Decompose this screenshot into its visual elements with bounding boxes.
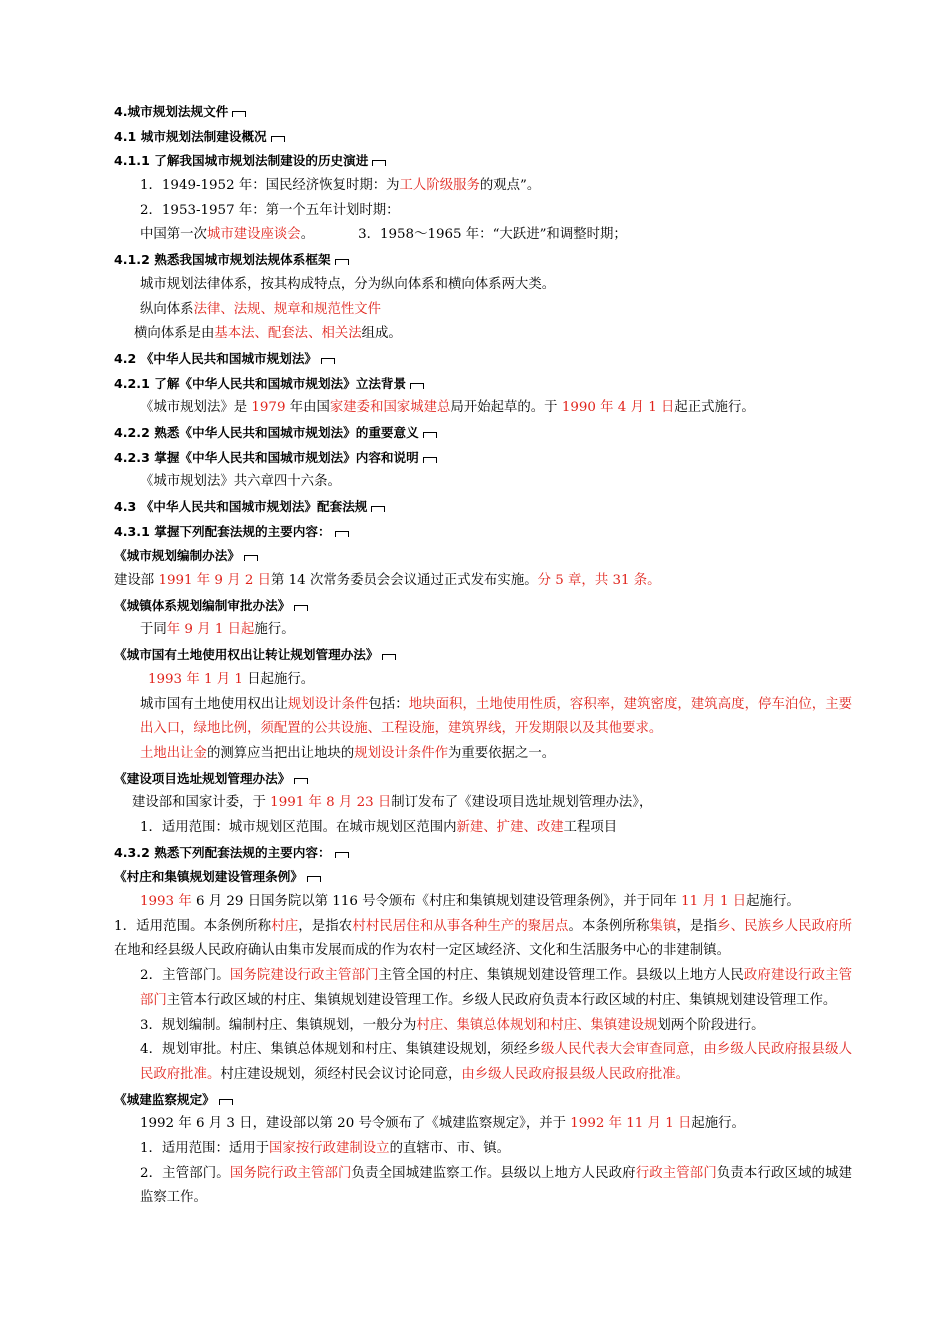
paragraph-mark-icon — [371, 506, 385, 512]
highlighted-text: 村村民居住和从事各种生产的聚居点 — [352, 918, 569, 934]
highlighted-text: 由乡级人民政府报县级人民政府批准。 — [461, 1066, 690, 1082]
text-span: 的观点”。 — [479, 178, 541, 194]
highlighted-text: 工人阶级服务 — [399, 178, 480, 194]
text-span: 2．主管部门。 — [140, 968, 230, 984]
paragraph-line — [114, 1038, 852, 1087]
text-span: 第 14 次常务委员会会议通过正式发布实施。 — [271, 573, 538, 589]
paragraph-line — [114, 816, 852, 841]
paragraph-line — [114, 322, 852, 347]
highlighted-text: 土地出让金 — [140, 745, 207, 761]
text-span: 3．规划编制。编制村庄、集镇规划，一般分为 — [140, 1017, 417, 1033]
paragraph-line — [114, 742, 852, 767]
highlighted-text: 国务院建设行政主管部门 — [229, 968, 379, 984]
text-span: 。 — [300, 227, 315, 243]
highlighted-text: 1990 年 4 月 1 日 — [561, 400, 675, 416]
paragraph-line — [114, 1014, 852, 1039]
section-heading — [114, 347, 852, 372]
text-span: 《城市规划编制办法》 — [114, 548, 240, 564]
text-span: 1992 年 6 月 3 日，建设部以第 20 号令颁布了《城建监察规定》，并于 — [140, 1116, 571, 1132]
section-heading — [114, 1088, 852, 1113]
section-heading — [114, 865, 852, 890]
text-span: 4.2.3 掌握《中华人民共和国城市规划法》内容和说明 — [114, 449, 419, 465]
paragraph-line — [114, 964, 852, 1013]
text-span: 4.2.2 熟悉《中华人民共和国城市规划法》的重要意义 — [114, 424, 419, 440]
highlighted-text: 1993 年 1 月 1 — [148, 671, 243, 687]
paragraph-line — [114, 1137, 852, 1162]
highlighted-text: 11 月 1 日 — [681, 894, 747, 910]
paragraph-mark-icon — [423, 457, 437, 463]
highlighted-text: 行政主管部门 — [635, 1165, 717, 1181]
text-span: 包括： — [368, 696, 409, 712]
paragraph-mark-icon — [410, 383, 424, 389]
text-span: 中国第一次 — [140, 227, 207, 243]
paragraph-mark-icon — [335, 852, 349, 858]
text-span: 城市国有土地使用权出让 — [140, 696, 288, 712]
text-span: 4.2.1 了解《中华人民共和国城市规划法》立法背景 — [114, 375, 407, 391]
highlighted-text: 城市建设座谈会 — [206, 227, 301, 243]
text-span: 4.1.2 熟悉我国城市规划法规体系框架 — [114, 252, 331, 268]
paragraph-mark-icon — [372, 160, 386, 166]
text-span: 2．1953-1957 年：第一个五年计划时期： — [140, 202, 400, 218]
highlighted-text: 国家按行政建制设立 — [269, 1141, 390, 1156]
paragraph-line — [114, 1112, 852, 1137]
paragraph-mark-icon — [321, 358, 335, 364]
paragraph-mark-icon — [335, 531, 349, 537]
section-heading — [114, 100, 852, 125]
text-span: 4.1 城市规划法制建设概况 — [114, 128, 267, 144]
text-span: 2．主管部门。 — [140, 1165, 230, 1181]
paragraph-mark-icon — [271, 136, 285, 142]
highlighted-text: 年 9 月 1 日起 — [166, 622, 255, 638]
text-span: 《建设项目选址规划管理办法》 — [114, 770, 291, 786]
highlighted-text: 乡、民族乡人民政府所 — [717, 918, 853, 934]
section-heading — [114, 767, 852, 792]
text-span: 《村庄和集镇规划建设管理条例》 — [114, 869, 303, 885]
highlighted-text: 新建、扩建、改建 — [456, 819, 564, 835]
section-heading — [114, 446, 852, 471]
paragraph-line — [114, 618, 852, 643]
text-span: ，是指农 — [298, 918, 353, 934]
section-heading — [114, 643, 852, 668]
highlighted-text: 法律、法规、规章和规范性文件 — [193, 301, 382, 317]
section-heading — [114, 495, 852, 520]
paragraph-line — [114, 1162, 852, 1211]
text-span: 4.2 《中华人民共和国城市规划法》 — [114, 350, 318, 366]
highlighted-text: 集镇 — [649, 918, 677, 934]
text-span: 1．1949-1952 年：国民经济恢复时期：为 — [140, 178, 400, 194]
paragraph-line — [114, 890, 852, 915]
text-span: 年由国 — [285, 400, 330, 416]
section-heading — [114, 248, 852, 273]
text-span: 横向体系是由 — [134, 326, 215, 342]
section-heading — [114, 125, 852, 150]
text-span: 《城市规划法》共六章四十六条。 — [140, 474, 341, 490]
highlighted-text: 村庄、集镇总体规划和村庄、集镇建设规 — [416, 1017, 658, 1033]
text-span: 4.3.2 熟悉下列配套法规的主要内容： — [114, 844, 331, 860]
paragraph-mark-icon — [335, 259, 349, 265]
highlighted-text: 村庄 — [271, 918, 299, 934]
text-span: 施行。 — [254, 622, 295, 638]
text-span: 日起施行。 — [242, 671, 315, 687]
section-heading — [114, 520, 852, 545]
text-span: 为重要依据之一。 — [447, 745, 556, 761]
text-span: 于同 — [140, 622, 167, 638]
paragraph-mark-icon — [382, 654, 396, 660]
paragraph-mark-icon — [244, 555, 258, 561]
text-span: 1．适用范围：适用于 — [140, 1141, 270, 1156]
highlighted-text: 分 5 章，共 31 条。 — [537, 573, 661, 589]
paragraph-line — [114, 223, 852, 248]
section-heading — [114, 372, 852, 397]
text-span: 主管本行政区域的村庄、集镇规划建设管理工作。乡级人民政府负责本行政区域的村庄、集镇规划建设管理工作。 — [166, 992, 837, 1008]
highlighted-text: 规划设计条件 — [287, 696, 369, 712]
text-span: 起施行。 — [691, 1116, 745, 1132]
paragraph-line — [114, 396, 852, 421]
highlighted-text: 基本法、配套法、相关法 — [214, 326, 362, 342]
highlighted-text: 1992 年 11 月 1 日 — [570, 1116, 692, 1132]
text-span: 4.3 《中华人民共和国城市规划法》配套法规 — [114, 499, 368, 514]
text-span: 3．1958～1965 年：“大跃进”和调整时期； — [358, 227, 627, 243]
text-span: 村庄建设规划，须经村民会议讨论同意， — [220, 1066, 462, 1082]
paragraph-line — [114, 273, 852, 298]
text-span: 起施行。 — [746, 894, 800, 910]
text-span: 起正式施行。 — [674, 400, 755, 416]
paragraph-line — [114, 668, 852, 693]
text-span: 负责本行政区域的城建监察工作。 — [140, 1165, 853, 1206]
text-span: 《城市规划法》是 — [140, 400, 252, 416]
text-span: 建设部 — [114, 573, 159, 589]
paragraph-mark-icon — [423, 432, 437, 438]
text-span: 的直辖市、市、镇。 — [389, 1141, 511, 1156]
text-span: 的测算应当把出让地块的 — [206, 745, 355, 761]
text-span: 4.3.1 掌握下列配套法规的主要内容： — [114, 523, 331, 539]
paragraph-mark-icon — [294, 605, 308, 611]
text-span: 在地和经县级人民政府确认由集市发展而成的作为农村一定区域经济、文化和生活服务中心的非建制镇。 — [114, 943, 730, 959]
text-span: 4.城市规划法规文件 — [114, 104, 229, 119]
paragraph-line — [114, 470, 852, 495]
document-page — [114, 100, 852, 1211]
paragraph-mark-icon — [294, 778, 308, 784]
text-span: 制订发布了《建设项目选址规划管理办法》， — [391, 795, 653, 811]
section-heading — [114, 544, 852, 569]
text-span: 局开始起草的。于 — [450, 400, 562, 416]
text-span: ，是指 — [676, 918, 718, 934]
paragraph-line — [114, 174, 852, 199]
text-span: 《城建监察规定》 — [114, 1091, 215, 1107]
highlighted-text: 1979 — [251, 400, 286, 416]
text-span: 6 月 29 日国务院以第 116 号令颁布《村庄和集镇规划建设管理条例》，并于同年 — [191, 894, 682, 910]
text-span: 主管全国的村庄、集镇规划建设管理工作。县级以上地方人民 — [378, 968, 744, 984]
text-span: 4.1.1 了解我国城市规划法制建设的历史演进 — [114, 153, 369, 169]
highlighted-text: 规划设计条件作 — [354, 745, 448, 761]
text-span: 。本条例所称 — [568, 918, 650, 934]
section-heading — [114, 421, 852, 446]
section-heading — [114, 149, 852, 174]
paragraph-line — [114, 199, 852, 224]
highlighted-text: 级人民代表大会审查同意，由乡级人民政府报县级人民政府批准。 — [140, 1042, 852, 1082]
text-span: 城市规划法律体系，按其构成特点，分为纵向体系和横向体系两大类。 — [140, 276, 556, 292]
paragraph-mark-icon — [232, 111, 246, 117]
text-span: 负责全国城建监察工作。县级以上地方人民政府 — [351, 1165, 636, 1181]
paragraph-line — [114, 915, 852, 964]
text-span: 组成。 — [361, 326, 402, 342]
text-span: 划两个阶段进行。 — [657, 1017, 765, 1033]
text-span: 《城市国有土地使用权出让转让规划管理办法》 — [114, 647, 379, 663]
text-span: 建设部和国家计委，于 — [132, 795, 271, 811]
paragraph-line — [114, 693, 852, 742]
text-span: 《城镇体系规划编制审批办法》 — [114, 597, 291, 613]
text-span: 4．规划审批。村庄、集镇总体规划和村庄、集镇建设规划，须经乡 — [140, 1042, 541, 1058]
highlighted-text: 政府建设行政主管部门 — [140, 968, 852, 1008]
paragraph-mark-icon — [307, 876, 321, 882]
paragraph-line — [114, 569, 852, 594]
paragraph-line — [114, 298, 852, 323]
highlighted-text: 国务院行政主管部门 — [229, 1165, 352, 1181]
text-span: 工程项目 — [563, 819, 618, 835]
highlighted-text: 地块面积，土地使用性质，容积率，建筑密度，建筑高度，停车泊位，主要出入口，绿地比例，须配置的公共设施、工程设施，建筑界线，开发期限以及其他要求。 — [140, 696, 853, 737]
highlighted-text: 1991 年 9 月 2 日 — [158, 573, 272, 589]
text-span: 1．适用范围。本条例所称 — [114, 918, 272, 934]
text-span: 1．适用范围：城市规划区范围。在城市规划区范围内 — [140, 819, 457, 835]
paragraph-line — [114, 791, 852, 816]
paragraph-mark-icon — [219, 1099, 233, 1105]
highlighted-text: 1993 年 — [140, 894, 192, 910]
highlighted-text: 1991 年 8 月 23 日 — [270, 795, 392, 811]
section-heading — [114, 841, 852, 866]
section-heading — [114, 594, 852, 619]
text-span: 纵向体系 — [140, 301, 194, 317]
highlighted-text: 家建委和国家城建总 — [329, 400, 451, 416]
